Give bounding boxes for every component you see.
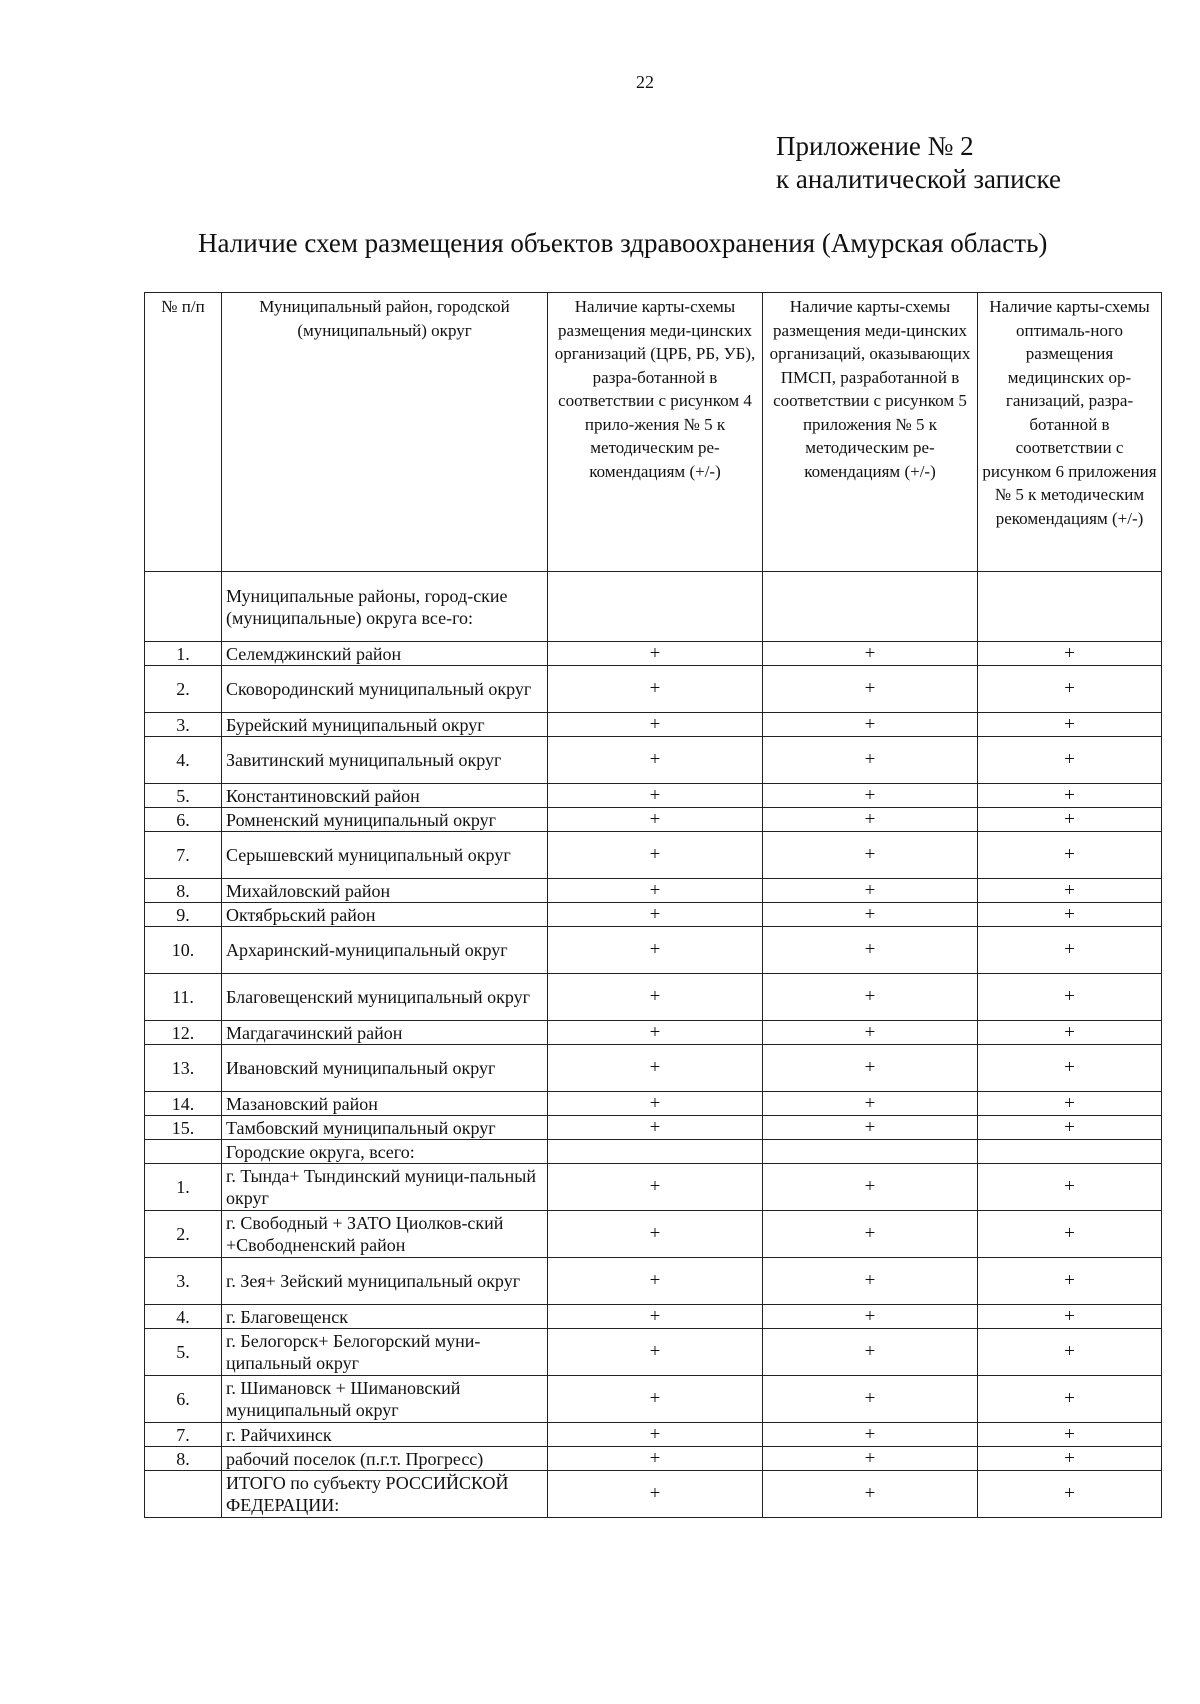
row-municipality-name: Михайловский район	[222, 879, 548, 903]
row-map-pmsp-orgs: +	[763, 974, 978, 1021]
table-row	[145, 1092, 1162, 1116]
row-municipality-name: Магдагачинский район	[222, 1021, 548, 1045]
row-map-pmsp-orgs: +	[763, 1376, 978, 1423]
table-row	[145, 808, 1162, 832]
row-map-optimal-placement	[978, 572, 1162, 642]
row-municipality-name: Селемджинский район	[222, 642, 548, 666]
row-municipality-name: Завитинский муниципальный округ	[222, 737, 548, 784]
header-map-medical-orgs: Наличие карты-схемы размещения меди-цинских организаций (ЦРБ, РБ, УБ), разра-ботанной в соответствии с рисунком 4 прило-жения № 5 к методическим ре-комендациям (+/-)	[548, 293, 763, 572]
row-map-pmsp-orgs: +	[763, 1305, 978, 1329]
row-map-optimal-placement: +	[978, 1447, 1162, 1471]
table-row	[145, 572, 1162, 642]
row-number: 1.	[145, 642, 222, 666]
row-municipality-name: Тамбовский муниципальный округ	[222, 1116, 548, 1140]
row-number: 13.	[145, 1045, 222, 1092]
row-map-pmsp-orgs: +	[763, 1211, 978, 1258]
row-map-medical-orgs: +	[548, 737, 763, 784]
row-map-optimal-placement: +	[978, 784, 1162, 808]
row-map-optimal-placement: +	[978, 879, 1162, 903]
row-municipality-name: Сковородинский муниципальный округ	[222, 666, 548, 713]
row-municipality-name: рабочий поселок (п.г.т. Прогресс)	[222, 1447, 548, 1471]
header-number: № п/п	[145, 293, 222, 572]
row-map-optimal-placement: +	[978, 1116, 1162, 1140]
row-municipality-name: г. Благовещенск	[222, 1305, 548, 1329]
table-row	[145, 974, 1162, 1021]
table-row	[145, 1305, 1162, 1329]
row-map-optimal-placement: +	[978, 1211, 1162, 1258]
row-map-medical-orgs: +	[548, 666, 763, 713]
row-municipality-name: г. Тында+ Тындинский муници-пальный округ	[222, 1164, 548, 1211]
table-row	[145, 1021, 1162, 1045]
row-map-optimal-placement: +	[978, 1376, 1162, 1423]
row-map-optimal-placement: +	[978, 713, 1162, 737]
table-row	[145, 903, 1162, 927]
row-map-optimal-placement: +	[978, 1258, 1162, 1305]
row-number: 7.	[145, 1423, 222, 1447]
row-map-pmsp-orgs: +	[763, 1021, 978, 1045]
row-map-optimal-placement: +	[978, 666, 1162, 713]
table-header-row	[145, 293, 1162, 572]
row-municipality-name: г. Белогорск+ Белогорский муни-ципальный округ	[222, 1329, 548, 1376]
table-row	[145, 1045, 1162, 1092]
health-facility-schemes-table	[144, 292, 1162, 1518]
row-map-pmsp-orgs: +	[763, 713, 978, 737]
row-map-optimal-placement: +	[978, 903, 1162, 927]
row-number: 12.	[145, 1021, 222, 1045]
row-number: 10.	[145, 927, 222, 974]
row-map-pmsp-orgs: +	[763, 832, 978, 879]
row-number: 8.	[145, 879, 222, 903]
row-number: 14.	[145, 1092, 222, 1116]
row-map-medical-orgs: +	[548, 1423, 763, 1447]
row-number: 3.	[145, 1258, 222, 1305]
row-municipality-name: г. Шимановск + Шимановский муниципальный округ	[222, 1376, 548, 1423]
table-row	[145, 784, 1162, 808]
table-row	[145, 1164, 1162, 1211]
row-map-medical-orgs: +	[548, 1021, 763, 1045]
row-map-pmsp-orgs	[763, 1140, 978, 1164]
table-row	[145, 666, 1162, 713]
row-number: 2.	[145, 666, 222, 713]
row-map-pmsp-orgs: +	[763, 1447, 978, 1471]
row-map-pmsp-orgs: +	[763, 1329, 978, 1376]
row-map-pmsp-orgs: +	[763, 903, 978, 927]
row-map-medical-orgs: +	[548, 1092, 763, 1116]
row-number: 1.	[145, 1164, 222, 1211]
row-map-pmsp-orgs: +	[763, 1116, 978, 1140]
row-map-optimal-placement: +	[978, 927, 1162, 974]
row-map-medical-orgs: +	[548, 832, 763, 879]
row-map-pmsp-orgs: +	[763, 1092, 978, 1116]
row-map-optimal-placement: +	[978, 808, 1162, 832]
appendix-line-2: к аналитической записке	[776, 164, 1061, 194]
row-number	[145, 1140, 222, 1164]
header-map-pmsp-orgs: Наличие карты-схемы размещения меди-цинских организаций, оказывающих ПМСП, разработанной в соответствии с рисунком 5 приложения № 5 к методическим ре-комендациям (+/-)	[763, 293, 978, 572]
row-map-optimal-placement: +	[978, 1329, 1162, 1376]
table-row	[145, 1258, 1162, 1305]
row-map-medical-orgs: +	[548, 1116, 763, 1140]
row-map-medical-orgs: +	[548, 1471, 763, 1518]
row-number: 11.	[145, 974, 222, 1021]
row-map-pmsp-orgs: +	[763, 927, 978, 974]
row-map-medical-orgs: +	[548, 1376, 763, 1423]
row-number	[145, 1471, 222, 1518]
appendix-reference	[776, 130, 1061, 196]
row-municipality-name: Ромненский муниципальный округ	[222, 808, 548, 832]
row-map-medical-orgs: +	[548, 1164, 763, 1211]
row-number: 6.	[145, 808, 222, 832]
row-map-optimal-placement: +	[978, 1423, 1162, 1447]
row-map-pmsp-orgs: +	[763, 1164, 978, 1211]
row-number: 5.	[145, 784, 222, 808]
row-map-optimal-placement: +	[978, 1471, 1162, 1518]
table-row	[145, 713, 1162, 737]
document-title: Наличие схем размещения объектов здравоохранения (Амурская область)	[198, 228, 1048, 258]
row-map-pmsp-orgs: +	[763, 879, 978, 903]
table-row	[145, 1471, 1162, 1518]
row-map-pmsp-orgs: +	[763, 666, 978, 713]
row-map-pmsp-orgs: +	[763, 1258, 978, 1305]
table-row	[145, 1140, 1162, 1164]
row-map-pmsp-orgs: +	[763, 784, 978, 808]
row-map-medical-orgs	[548, 1140, 763, 1164]
row-map-medical-orgs: +	[548, 879, 763, 903]
row-municipality-name: Муниципальные районы, город-ские (муниципальные) округа все-го:	[222, 572, 548, 642]
row-map-optimal-placement: +	[978, 737, 1162, 784]
row-municipality-name: Архаринский-муниципальный округ	[222, 927, 548, 974]
row-map-medical-orgs: +	[548, 808, 763, 832]
row-municipality-name: Благовещенский муниципальный округ	[222, 974, 548, 1021]
row-municipality-name: Ивановский муниципальный округ	[222, 1045, 548, 1092]
row-map-medical-orgs: +	[548, 1305, 763, 1329]
row-map-medical-orgs: +	[548, 713, 763, 737]
row-number: 7.	[145, 832, 222, 879]
row-map-medical-orgs: +	[548, 1447, 763, 1471]
appendix-line-1: Приложение № 2	[776, 131, 974, 161]
row-map-medical-orgs: +	[548, 927, 763, 974]
row-municipality-name: ИТОГО по субъекту РОССИЙСКОЙ ФЕДЕРАЦИИ:	[222, 1471, 548, 1518]
table-row	[145, 1211, 1162, 1258]
row-map-medical-orgs: +	[548, 642, 763, 666]
row-map-optimal-placement: +	[978, 832, 1162, 879]
row-map-medical-orgs: +	[548, 1211, 763, 1258]
table-body	[145, 572, 1162, 1518]
page-number: 22	[636, 72, 654, 92]
row-map-optimal-placement	[978, 1140, 1162, 1164]
row-municipality-name: Октябрьский район	[222, 903, 548, 927]
row-map-medical-orgs: +	[548, 974, 763, 1021]
row-map-pmsp-orgs: +	[763, 808, 978, 832]
row-map-pmsp-orgs: +	[763, 1045, 978, 1092]
row-map-optimal-placement: +	[978, 1164, 1162, 1211]
header-map-optimal-placement: Наличие карты-схемы оптималь-ного размещения медицинских ор-ганизаций, разра-ботанной в соответствии с рисунком 6 приложения № 5 к методическим рекомендациям (+/-)	[978, 293, 1162, 572]
row-municipality-name: Серышевский муниципальный округ	[222, 832, 548, 879]
row-number: 3.	[145, 713, 222, 737]
row-map-medical-orgs: +	[548, 1258, 763, 1305]
row-map-pmsp-orgs: +	[763, 642, 978, 666]
row-map-optimal-placement: +	[978, 642, 1162, 666]
row-map-optimal-placement: +	[978, 1092, 1162, 1116]
table-row	[145, 1329, 1162, 1376]
header-municipality: Муниципальный район, городской (муниципальный) округ	[222, 293, 548, 572]
row-number: 6.	[145, 1376, 222, 1423]
table-row	[145, 642, 1162, 666]
row-municipality-name: Мазановский район	[222, 1092, 548, 1116]
row-number: 2.	[145, 1211, 222, 1258]
row-map-medical-orgs: +	[548, 1045, 763, 1092]
row-municipality-name: Бурейский муниципальный округ	[222, 713, 548, 737]
row-map-medical-orgs: +	[548, 1329, 763, 1376]
table-row	[145, 1376, 1162, 1423]
row-map-optimal-placement: +	[978, 1305, 1162, 1329]
table-row	[145, 1116, 1162, 1140]
row-number: 5.	[145, 1329, 222, 1376]
row-municipality-name: г. Райчихинск	[222, 1423, 548, 1447]
row-number	[145, 572, 222, 642]
row-number: 4.	[145, 1305, 222, 1329]
row-map-optimal-placement: +	[978, 1021, 1162, 1045]
row-number: 15.	[145, 1116, 222, 1140]
row-number: 9.	[145, 903, 222, 927]
row-map-pmsp-orgs: +	[763, 737, 978, 784]
row-municipality-name: Константиновский район	[222, 784, 548, 808]
table-row	[145, 879, 1162, 903]
row-map-pmsp-orgs: +	[763, 1471, 978, 1518]
row-map-optimal-placement: +	[978, 974, 1162, 1021]
table-row	[145, 927, 1162, 974]
row-municipality-name: г. Зея+ Зейский муниципальный округ	[222, 1258, 548, 1305]
row-municipality-name: Городские округа, всего:	[222, 1140, 548, 1164]
row-map-optimal-placement: +	[978, 1045, 1162, 1092]
table-row	[145, 737, 1162, 784]
row-map-pmsp-orgs	[763, 572, 978, 642]
row-municipality-name: г. Свободный + ЗАТО Циолков-ский +Свободненский район	[222, 1211, 548, 1258]
row-map-medical-orgs	[548, 572, 763, 642]
table-row	[145, 1423, 1162, 1447]
row-number: 4.	[145, 737, 222, 784]
row-map-pmsp-orgs: +	[763, 1423, 978, 1447]
row-map-medical-orgs: +	[548, 784, 763, 808]
row-number: 8.	[145, 1447, 222, 1471]
table-row	[145, 1447, 1162, 1471]
table-row	[145, 832, 1162, 879]
row-map-medical-orgs: +	[548, 903, 763, 927]
